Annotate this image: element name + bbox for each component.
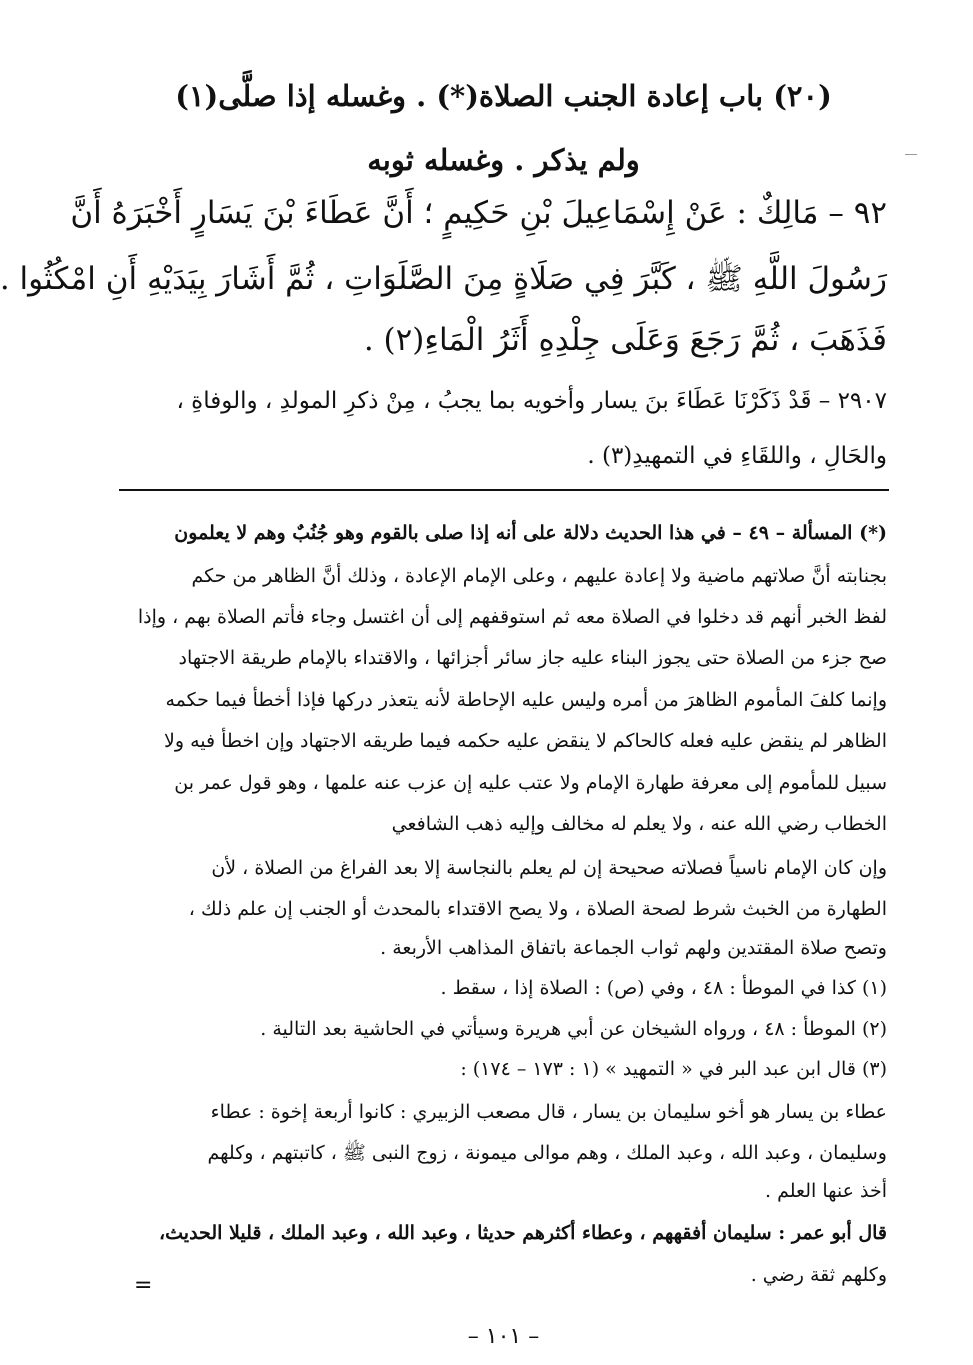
commentary-line-1: ٢٩٠٧ – قَدْ ذَكَرْنَا عَطَاءَ بنَ يسار وأخويه بما يجبُ ، مِنْ ذكرِ المولدِ ، والوفاةِ ، xyxy=(176,388,887,414)
chapter-heading-line-1: (٢٠) باب إعادة الجنب الصلاة(*) . وغسله إذا صلَّى(١) xyxy=(175,79,832,113)
editor-note-line: بجنابته أنَّ صلاتهم ماضية ولا إعادة عليهم ، وعلى الإمام الإعادة ، وذلك أنَّ الظاهر من حكم xyxy=(191,565,887,587)
page-number: – ١٠١ – xyxy=(467,1324,540,1349)
hadith-line-3: فَذَهَبَ ، ثُمَّ رَجَعَ وَعَلَى جِلْدِهِ أَثَرُ الْمَاءِ(٢) . xyxy=(363,322,887,358)
footnote-divider xyxy=(119,489,889,491)
editor-note-line: وإن كان الإمام ناسياً فصلاته صحيحة إن لم يعلم بالنجاسة إلا بعد الفراغ من الصلاة ، لأن xyxy=(211,857,887,879)
continuation-mark: = xyxy=(134,1273,153,1298)
editor-note-line: سبيل للمأموم إلى معرفة طهارة الإمام ولا عتب عليه إن عزب عنه علمها ، وهو قول عمر بن xyxy=(174,772,887,794)
commentary-line-2: والحَالِ ، واللقَاءِ في التمهيدِ(٣) . xyxy=(587,443,887,469)
footnote-2: (٢) الموطأ : ٤٨ ، ورواه الشيخان عن أبي هريرة وسيأتي في الحاشية بعد التالية . xyxy=(260,1018,887,1040)
hadith-line-2: رَسُولَ اللَّهِ ﷺ ، كَبَّرَ فِي صَلَاةٍ مِنَ الصَّلَوَاتِ ، ثُمَّ أَشَارَ بِيَدَيْهِ أَنِ امْكُثُوا . xyxy=(0,261,887,297)
editor-note-line: وإنما كلفَ المأموم الظاهرَ من أمره وليس عليه الإحاطة لأنه يتعذر دركها فإذا أخطأ فيما حكمه xyxy=(165,689,887,711)
editor-note-line: لفظ الخبر أنهم قد دخلوا في الصلاة معه ثم استوقفهم إلى أن اغتسل وجاء فأتم الصلاة بهم ، وإذا xyxy=(137,606,887,628)
editor-note-line: صح جزء من الصلاة حتى يجوز البناء عليه جاز سائر أجزائها ، والاقتداء بالإمام طريقة الاجتهاد xyxy=(178,647,887,669)
editor-note-line: الخطاب رضي الله عنه ، ولا يعلم له مخالف وإليه ذهب الشافعي xyxy=(391,813,887,835)
margin-mark xyxy=(905,154,917,155)
editor-note-line: وتصح صلاة المقتدين ولهم ثواب الجماعة باتفاق المذاهب الأربعة . xyxy=(380,937,887,959)
editor-note-line: الطهارة من الخبث شرط لصحة الصلاة ، ولا يصح الاقتداء بالمحدث أو الجنب إن علم ذلك ، xyxy=(188,898,887,920)
chapter-heading-line-2: ولم يذكر . وغسله ثوبه xyxy=(367,143,640,177)
quote-line: وكلهم ثقة رضي . xyxy=(750,1264,887,1286)
hadith-line-1: ٩٢ – مَالِكٌ : عَنْ إِسْمَاعِيلَ بْنِ حَكِيمٍ ؛ أَنَّ عَطَاءَ بْنَ يَسَارٍ أَخْبَرَهُ أَنَّ xyxy=(70,195,887,231)
footnote-3: (٣) قال ابن عبد البر في « التمهيد » (١ : ١٧٣ – ١٧٤) : xyxy=(460,1058,887,1080)
editor-note-line: الظاهر لم ينقض عليه فعله كالحاكم لا ينقض عليه حكمه فيما طريقه الاجتهاد وإن اخطأ فيه ولا xyxy=(164,730,887,752)
quote-line: وسليمان ، وعبد الله ، وعبد الملك ، وهم موالى ميمونة ، زوج النبى ﷺ ، كاتبتهم ، وكلهم xyxy=(207,1142,887,1164)
footnote-1: (١) كذا في الموطأ : ٤٨ ، وفي (ص) : الصلاة إذا ، سقط . xyxy=(440,977,887,999)
editor-note-line: (*) المسألة – ٤٩ – في هذا الحديث دلالة على أنه إذا صلى بالقوم وهو جُنُبٌ وهم لا يعلمون xyxy=(174,522,887,544)
quote-line: قال أبو عمر : سليمان أفقههم ، وعطاء أكثرهم حديثا ، وعبد الله ، وعبد الملك ، قليلا الحديث، xyxy=(159,1222,887,1244)
quote-line: أخذ عنها العلم . xyxy=(765,1180,887,1202)
quote-line: عطاء بن يسار هو أخو سليمان بن يسار ، قال مصعب الزبيري : كانوا أربعة إخوة : عطاء xyxy=(210,1101,887,1123)
